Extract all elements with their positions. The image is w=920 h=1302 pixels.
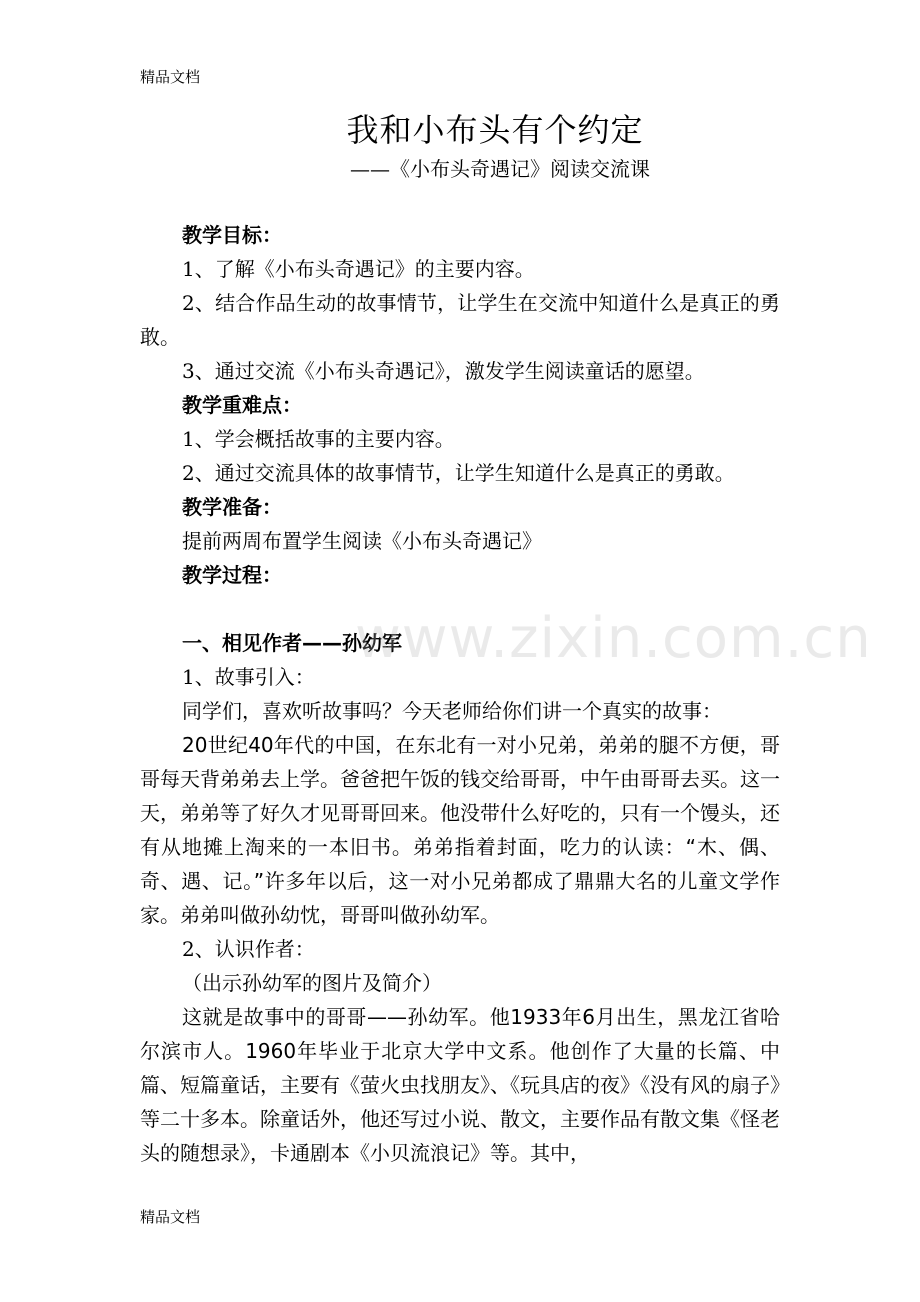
process-heading: 教学过程： [182, 563, 282, 587]
section-1-step-2: 2、认识作者： [182, 937, 315, 961]
goals-heading: 教学目标： [182, 223, 282, 247]
section-1-bio: 这就是故事中的哥哥——孙幼军。他1933年6月出生，黑龙江省哈尔滨市人。1960年毕业于北京大学中文系。他创作了大量的长篇、中篇、短篇童话，主要有《萤火虫找朋友》、《玩具店的夜》《没有风的扇子》等二十多本。除童话外，他还写过小说、散文，主要作品有散文集《怪老头的随想录》，卡通剧本《小贝流浪记》等。其中， [140, 1005, 780, 1165]
key-point-item-1: 1、学会概括故事的主要内容。 [182, 427, 455, 451]
document-subtitle: ——《小布头奇遇记》阅读交流课 [350, 157, 650, 181]
key-point-item-2: 2、通过交流具体的故事情节，让学生知道什么是真正的勇敢。 [182, 461, 735, 485]
page-header-note: 精品文档 [140, 68, 201, 86]
document-title: 我和小布头有个约定 [346, 111, 644, 149]
goal-item-3: 3、通过交流《小布头奇遇记》，激发学生阅读童话的愿望。 [182, 359, 705, 383]
goal-item-2: 2、结合作品生动的故事情节，让学生在交流中知道什么是真正的勇敢。 [140, 291, 780, 349]
document-body [140, 218, 780, 1170]
preparation-text: 提前两周布置学生阅读《小布头奇遇记》 [182, 529, 542, 553]
section-1-heading: 一、相见作者——孙幼军 [182, 631, 402, 655]
section-1-story: 20世纪40年代的中国，在东北有一对小兄弟，弟弟的腿不方便，哥哥每天背弟弟去上学。爸爸把午饭的钱交给哥哥，中午由哥哥去买。这一天，弟弟等了好久才见哥哥回来。他没带什么好吃的，只有一个馒头，还有从地摊上淘来的一本旧书。弟弟指着封面，吃力的认读：“木、偶、奇、遇、记。”许多年以后，这一对小兄弟都成了鼎鼎大名的儿童文学作家。弟弟叫做孙幼忱，哥哥叫做孙幼军。 [140, 733, 780, 927]
key-points-heading: 教学重难点： [182, 393, 302, 417]
preparation-heading: 教学准备： [182, 495, 282, 519]
section-1-note: （出示孙幼军的图片及简介） [182, 971, 442, 995]
section-1-intro: 同学们，喜欢听故事吗？今天老师给你们讲一个真实的故事： [182, 699, 722, 723]
goal-item-1: 1、了解《小布头奇遇记》的主要内容。 [182, 257, 535, 281]
watermark: www.zixin.com.cn [355, 606, 872, 671]
section-1-step-1: 1、故事引入： [182, 665, 315, 689]
page-footer-note: 精品文档 [140, 1208, 201, 1226]
